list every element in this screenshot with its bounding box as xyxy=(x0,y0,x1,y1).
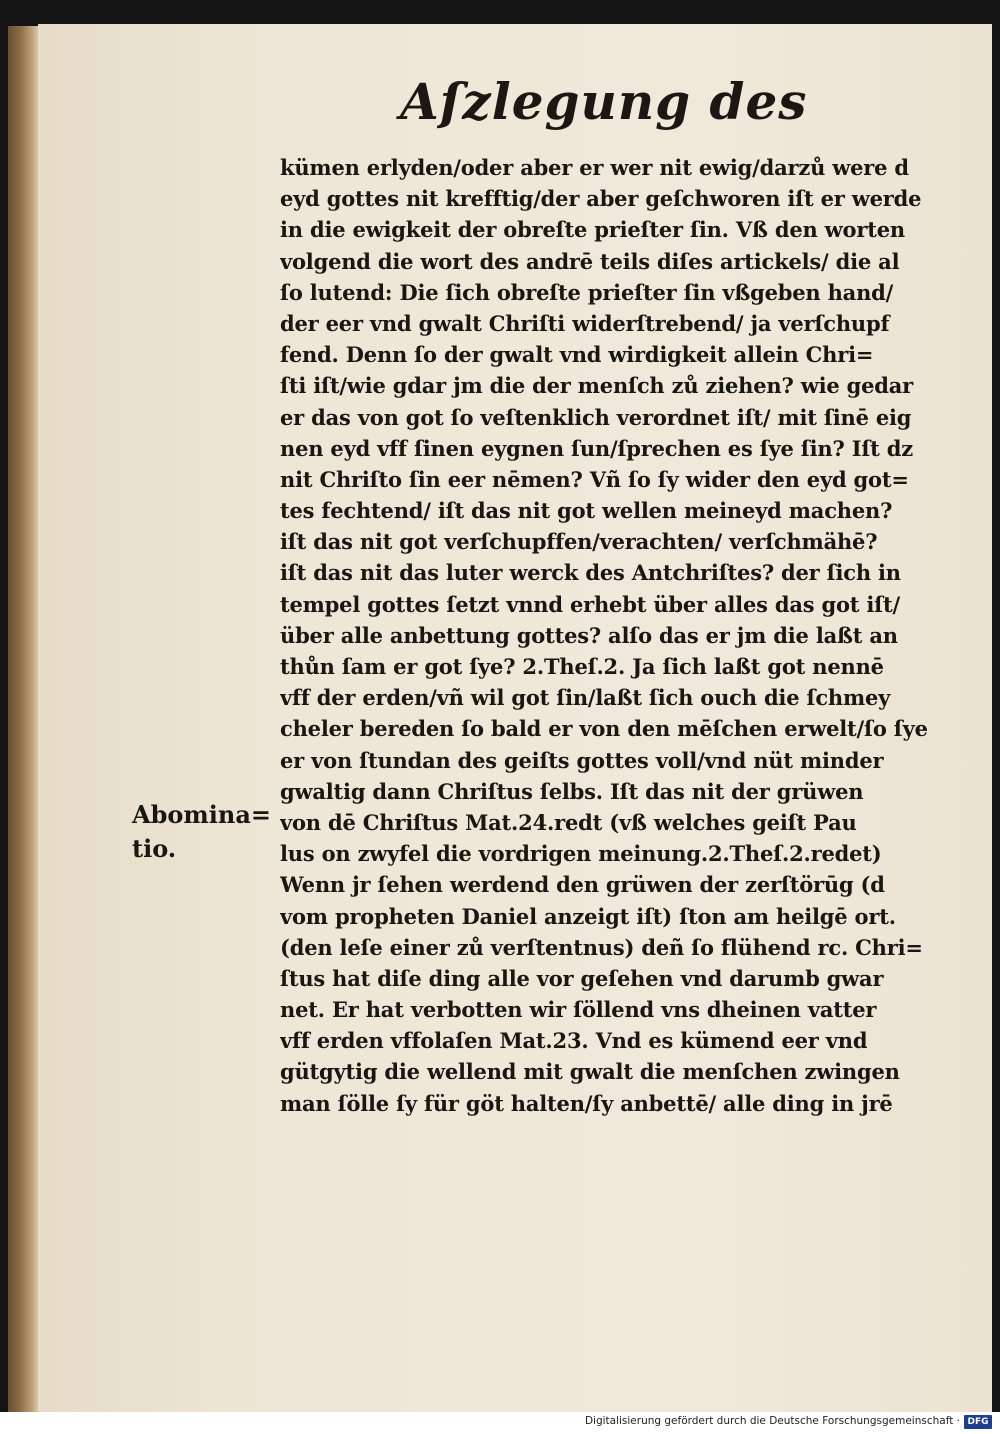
margin-note-line: tio. xyxy=(132,834,177,863)
text-line: Wenn jr ſehen werdend den grüwen der zerſtörūg (d xyxy=(280,872,885,898)
text-line: von dē Chriſtus Mat.24.redt (vß welches geiſt Pau xyxy=(280,809,857,835)
text-line: nit Chriſto ſin eer nēmen? Vñ ſo ſy wider den eyd got= xyxy=(280,466,909,492)
margin-note xyxy=(132,798,272,866)
text-line: nen eyd vff ſinen eygnen ſun/ſprechen es ſye ſin? Iſt dz xyxy=(280,435,913,461)
text-line: eyd gottes nit krefftig/der aber geſchworen iſt er werde xyxy=(280,186,922,212)
text-line: vff der erden/vñ wil got ſin/laßt ſich ouch die ſchmey xyxy=(280,685,891,711)
text-line: vom propheten Daniel anzeigt iſt) ſton am heilgē ort. xyxy=(280,903,896,929)
text-line: er das von got ſo veſtenklich verordnet iſt/ mit ſinē eig xyxy=(280,404,912,430)
text-line: ſo lutend: Die ſich obreſte prieſter ſin vßgeben hand/ xyxy=(280,279,894,305)
text-line: kümen erlyden/oder aber er wer nit ewig/darzů were d xyxy=(280,155,909,180)
text-line: vff erden vffolaſen Mat.23. Vnd es kümend eer vnd xyxy=(280,1028,868,1054)
text-line: der eer vnd gwalt Chriſti widerſtrebend/ ja verſchupf xyxy=(280,310,890,336)
text-line: ſtus hat diſe ding alle vor geſehen vnd darumb gwar xyxy=(280,965,884,991)
text-line: fend. Denn ſo der gwalt vnd wirdigkeit allein Chri= xyxy=(280,342,874,368)
margin-note-line: Abomina= xyxy=(132,800,272,829)
digitization-credit: Digitalisierung gefördert durch die Deutsche Forschungsgemeinschaft · xyxy=(584,1415,960,1427)
text-line: lus on zwyfel die vordrigen meinung.2.Theſ.2.redet) xyxy=(280,841,882,867)
text-line: man ſölle ſy für göt halten/ſy anbettē/ alle ding in jrē xyxy=(280,1090,893,1116)
text-line: net. Er hat verbotten wir ſöllend vns dheinen vatter xyxy=(280,997,877,1023)
text-line: in die ewigkeit der obreſte prieſter ſin. Vß den worten xyxy=(280,217,905,243)
dfg-logo: DFG xyxy=(964,1415,992,1429)
text-line: iſt das nit das luter werck des Antchriſtes? der ſich in xyxy=(280,560,901,586)
body-text xyxy=(280,152,950,1119)
text-line: cheler bereden ſo bald er von den mēſchen erwelt/ſo ſye xyxy=(280,716,928,742)
text-line: ſti iſt/wie gdar jm die der menſch zů ziehen? wie gedar xyxy=(280,373,914,399)
text-line: tes fechtend/ iſt das nit got wellen meineyd machen? xyxy=(280,498,893,524)
text-line: gütgytig die wellend mit gwalt die menſchen zwingen xyxy=(280,1059,900,1085)
text-line: (den leſe einer zů verſtentnus) deñ ſo flühend rc. Chri= xyxy=(280,934,923,960)
book-page-edge xyxy=(8,26,38,1412)
text-line: tempel gottes ſetzt vnnd erhebt über alles das got iſt/ xyxy=(280,591,900,617)
running-head: Aſzlegung des xyxy=(400,72,808,131)
text-line: iſt das nit got verſchupffen/verachten/ verſchmähē? xyxy=(280,529,878,555)
text-line: thůn ſam er got ſye? 2.Theſ.2. Ja ſich laßt got nennē xyxy=(280,654,884,679)
text-line: gwaltig dann Chriſtus ſelbs. Iſt das nit der grüwen xyxy=(280,778,864,804)
text-line: über alle anbettung gottes? alſo das er jm die laßt an xyxy=(280,622,898,648)
text-line: volgend die wort des andrē teils diſes artickels/ die al xyxy=(280,248,900,274)
text-line: er von ſtundan des geiſts gottes voll/vnd nüt minder xyxy=(280,747,884,773)
